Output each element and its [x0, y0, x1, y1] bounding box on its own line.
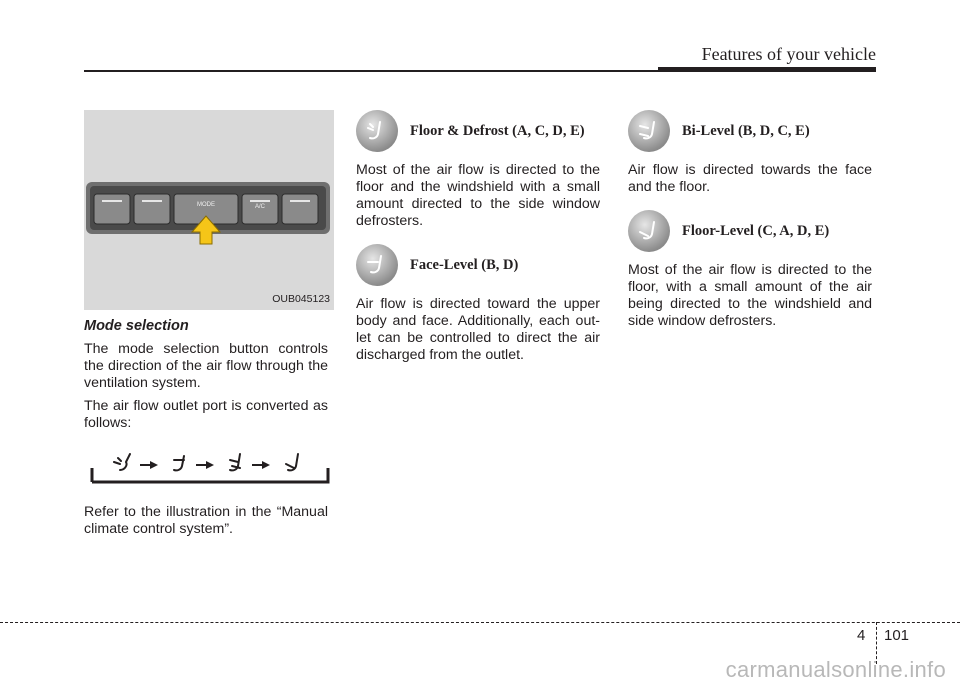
paragraph: Air flow is directed towards the face and the floor.: [628, 162, 872, 195]
column-3: [628, 110, 872, 336]
footer-rule: [0, 622, 960, 623]
header-rule-accent: [658, 67, 876, 72]
page-number: 101: [884, 627, 910, 644]
column-1: [84, 110, 328, 544]
mode-sequence-diagram: [90, 446, 330, 488]
mode-heading-floor-defrost: [356, 110, 600, 152]
floor-level-icon: [628, 210, 670, 252]
face-level-icon: [356, 244, 398, 286]
mode-heading-face-level: [356, 244, 600, 286]
paragraph: The air flow outlet port is converted as follows:: [84, 398, 328, 431]
mode-sequence-graphic: [90, 446, 330, 488]
floor-defrost-icon: [356, 110, 398, 152]
mode-heading-bi-level: [628, 110, 872, 152]
watermark: carmanualsonline.info: [725, 657, 946, 682]
mode-label: Floor-Level (C, A, D, E): [682, 222, 830, 239]
paragraph: Refer to the illustration in the “Manual climate control system”.: [84, 504, 328, 537]
panel-ac-label: A/C: [254, 204, 266, 210]
section-title: Mode selection: [84, 318, 189, 334]
chapter-number: 4: [857, 627, 866, 644]
photo-code: OUB045123: [272, 293, 330, 305]
header-title: Features of your vehicle: [701, 44, 876, 64]
mode-heading-floor-level: [628, 210, 872, 252]
paragraph: Most of the air flow is directed to the floor and the windshield with a small amount directed to the side window defrosters.: [356, 162, 600, 229]
mode-label: Bi-Level (B, D, C, E): [682, 122, 810, 139]
column-2: [356, 110, 600, 370]
paragraph: The mode selection button controls the direction of the air flow through the ventilation system.: [84, 341, 328, 391]
bi-level-icon: [628, 110, 670, 152]
climate-panel-illustration: [84, 110, 334, 310]
panel-mode-label: MODE: [197, 202, 215, 208]
header-rule: [84, 70, 658, 72]
paragraph: Most of the air flow is directed to the floor, with a small amount of the air being directed to the windshield and side window defrosters.: [628, 262, 872, 329]
climate-panel-photo: [84, 110, 334, 310]
mode-label: Face-Level (B, D): [410, 256, 519, 273]
paragraph: Air flow is directed toward the upper body and face. Additionally, each out-let can be controlled to direct the air discharged from the outlet.: [356, 296, 600, 363]
mode-label: Floor & Defrost (A, C, D, E): [410, 122, 585, 139]
